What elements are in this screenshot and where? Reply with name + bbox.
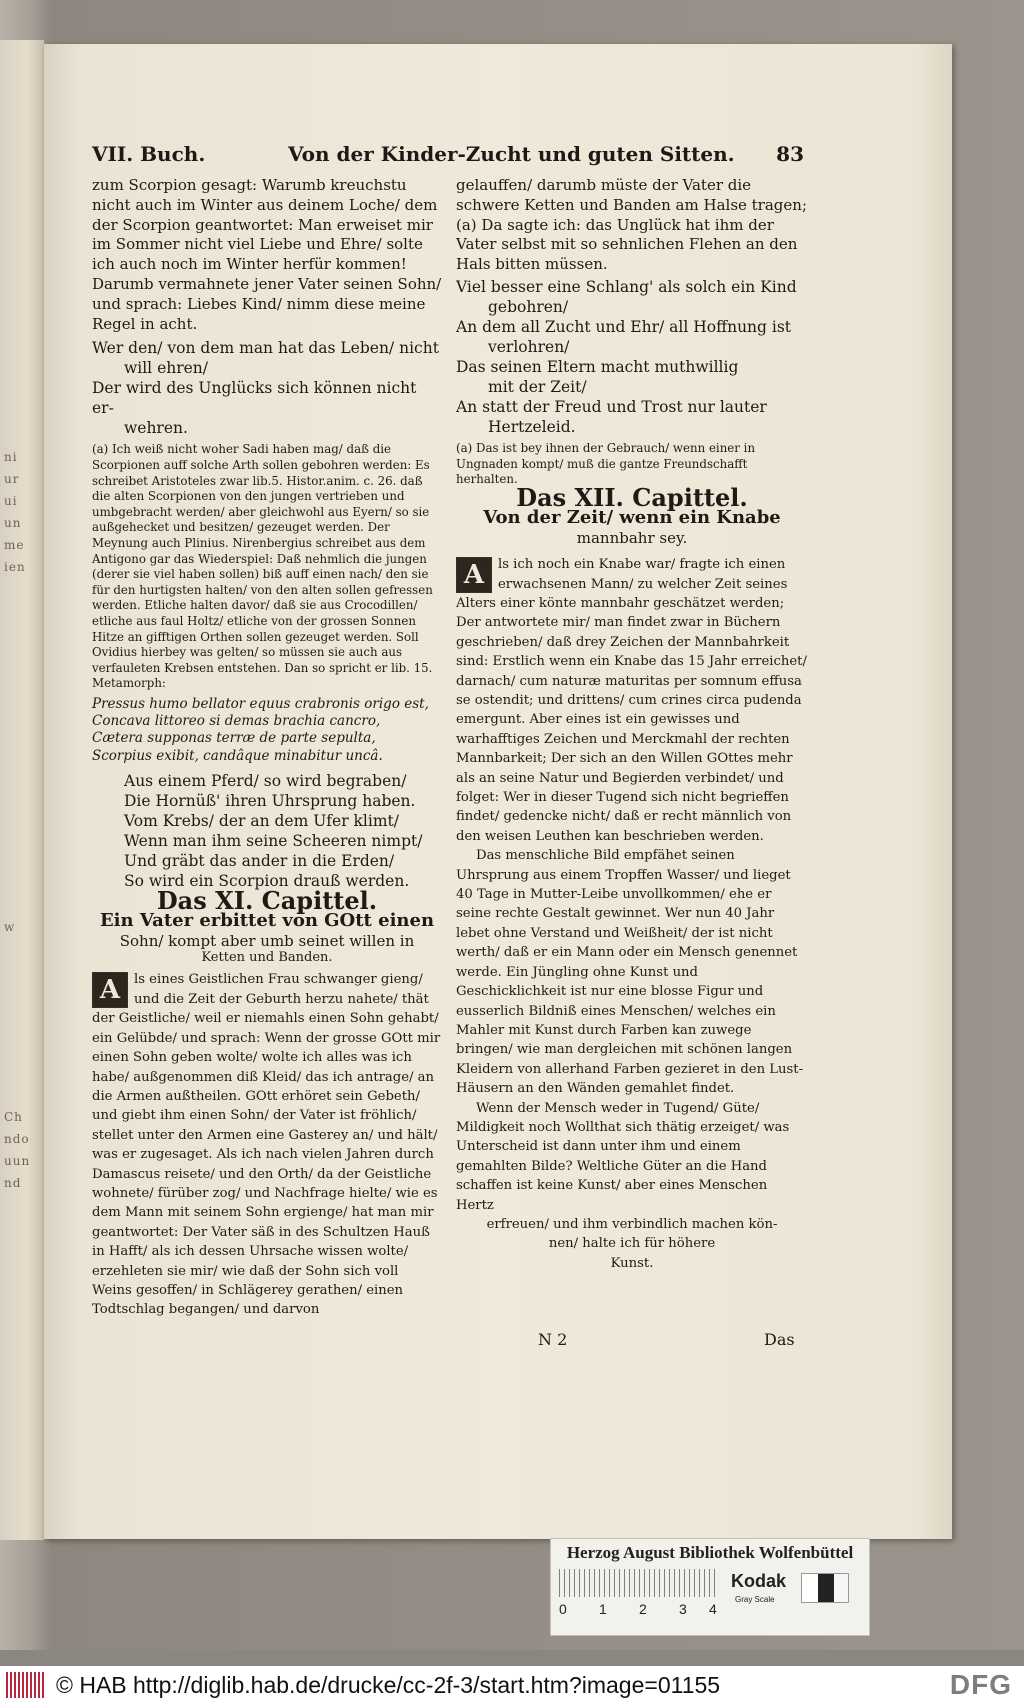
verse-line: gebohren/: [488, 297, 569, 316]
verse-line: mit der Zeit/: [488, 377, 587, 396]
left-page-fragment: ni: [4, 450, 18, 464]
left-page-fragment: ndo: [4, 1132, 30, 1146]
gray-scale-label: Gray Scale: [735, 1595, 775, 1604]
chapter-body: [456, 555, 808, 846]
verse-line: An dem all Zucht und Ehr/ all Hoffnung ist: [456, 317, 792, 336]
right-column: [456, 176, 808, 1273]
paragraph: ls ich noch ein Knabe war/ fragte ich einen erwachsenen Mann/ zu welcher Zeit seines Alters einer könte mannbahr geschätzet werden; Der antwortete mir/ man findet zwar in Büchern geschrieben/ daß drey Zeichen der Mannbahrkeit sind: Erstlich wenn ein Knabe das 15 Jahr erreichet/ darnach/ cum naturæ maturitas per somnum effusa se ostendit; und drittens/ cum crines circa pudenda emergunt. Aber eines ist ein gewisses und warhafftiges Zeichen und Merckmahl der rechten Mannbarkeit; Der sich an den Willen GOttes mehr als an seine Natur und Begierden verbindet/ und folget: Wer in dieser Tugend sich nicht begrieffen findet/ gedencke nicht/ daß er recht männlich von den weisen Leuthen kan beschrieben werden.: [456, 557, 807, 844]
verse-line: Wenn man ihm seine Scheeren nimpt/: [124, 832, 423, 851]
barcode-icon: [6, 1672, 46, 1698]
verse-line: Viel besser eine Schlang' als solch ein Kind: [456, 277, 797, 296]
signature-mark: N 2: [538, 1330, 568, 1349]
scale-number: 4: [709, 1601, 717, 1617]
verse-line: Der wird des Unglücks sich können nicht er-: [92, 379, 417, 418]
left-page-fragment: ien: [4, 560, 26, 574]
verse-line: wehren.: [124, 419, 188, 438]
chapter-summary: Sohn/ kompt aber umb seinet willen in: [119, 932, 415, 951]
chapter-summary: mannbahr sey.: [576, 529, 688, 548]
paragraph: zum Scorpion gesagt: Warumb kreuchstu nicht auch im Winter aus deinem Loche/ dem der Scorpion geantwortet: Man erweiset mir im Sommer nicht viel Liebe und Ehre/ solte ich auch noch im Winter herfür kommen! Darumb vermahnete jener Vater seinen Sohn/ und sprach: Liebes Kind/ nimm diese meine Regel in acht.: [92, 176, 442, 333]
library-name: Herzog August Bibliothek Wolfenbüttel: [566, 1543, 854, 1562]
latin-quote: [92, 696, 442, 765]
footnote: (a) Das ist bey ihnen der Gebrauch/ wenn einer in Ungnaden kompt/ muß die gantze Freundschafft herhalten.: [456, 440, 756, 487]
left-page-edge: [0, 40, 44, 1540]
verse-line: So wird ein Scorpion drauß werden.: [124, 872, 410, 891]
verse-line: Hertzeleid.: [488, 417, 576, 436]
verse-line: will ehren/: [124, 359, 209, 378]
verse-block: [92, 771, 442, 891]
chapter-body: [92, 970, 442, 1319]
scale-number: 2: [639, 1601, 647, 1617]
decorated-initial: A: [456, 557, 492, 593]
chapter-summary: Ketten und Banden.: [201, 950, 333, 966]
left-page-fragment: w: [4, 920, 16, 934]
verse-line: Das seinen Eltern macht muthwillig: [456, 357, 739, 376]
latin-line: Cætera supponas terræ de parte sepulta,: [92, 730, 376, 747]
verse-line: verlohren/: [488, 337, 570, 356]
left-column: [92, 176, 442, 1320]
library-color-card: [550, 1538, 870, 1636]
left-page-fragment: uun: [4, 1154, 31, 1168]
footnote: (a) Ich weiß nicht woher Sadi haben mag/ daß die Scorpionen auff solche Arth sollen gebohren werden: Es schreibet Aristoteles zwar lib.5. Histor.anim. c. 26. daß die alten Scorpionen von den jungen vertrieben und umbgebracht werden/ aber gleichwohl aus Eyern/ so sie außgehecket und besitzen/ gezeuget werden. Der Meynung auch Plinius. Nirenbergius schreibet aus dem Antigono gar das Wiederspiel: Daß nehmlich die jungen (derer sie viel haben sollen) biß auff einen nach/ den sie für den hurtigsten halten/ von den alten sollen gefressen werden. Etliche halten davor/ daß sie aus Crocodillen/ etliche aus faul Holtz/ etliche von der grossen Sonnen Hitze an gifftigen Orthen sollen gezeuget werden. Soll Ovidius hierbey was gelten/ so müssen sie auch aus verfauleten Krebsen entstehen. Dan so spricht er lib. 15. Metamorph:: [92, 442, 433, 691]
paragraph: ls eines Geistlichen Frau schwanger gieng/ und die Zeit der Geburth herzu nahete/ thät der Geistliche/ weil er niemahls einen Sohn gehabt/ ein Gelübde/ und sprach: Wenn der grosse GOtt mir einen Sohn geben wolte/ wolte ich alles was ich habe/ außgenommen diß Kleid/ das ich antrage/ an die Armen außtheilen. GOtt erhöret sein Gebeth/ und giebt ihm einen Sohn/ der Vater ist fröhlich/ stellet unter den Armen eine Gasterey an/ und hält/ was er zugesaget. Als ich nach vielen Jahren durch Damascus reisete/ und den Orth/ da der Geistliche wohnete/ fürüber zog/ und Nachfrage hielte/ wie es dem Mann mit seinem Sohn ergienge/ hat man mir geantwortet: Der Vater säß in des Schultzen Hauß in Hafft/ als ich dessen Uhrsache wissen wolte/ erzehleten sie mir/ wie daß der Sohn sich voll Weins gesoffen/ in Schlägerey gerathen/ einen Todtschlag begangen/ und darvon: [92, 972, 441, 1318]
left-page-fragment: nd: [4, 1176, 22, 1190]
closing-line: erfreuen/ und ihm verbindlich machen kön-: [486, 1216, 778, 1232]
scale-number: 0: [559, 1601, 567, 1617]
dfg-logo: DFG: [949, 1669, 1012, 1700]
chapter-summary: Ein Vater erbittet von GOtt einen: [99, 910, 435, 932]
left-page-fragment: Ch: [4, 1110, 23, 1124]
paragraph: Wenn der Mensch weder in Tugend/ Güte/ Mildigkeit noch Wollthat sich thätig erzeiget/ was Unterscheid ist dann unter ihm und einem gemahlten Bilde? Weltliche Güter an die Hand schaffen ist keine Kunst/ aber eines Menschen Hertz: [456, 1100, 790, 1213]
verse-line: Vom Krebs/ der an dem Ufer klimt/: [124, 812, 399, 831]
paragraph: gelauffen/ darumb müste der Vater die schwere Ketten und Banden am Halse tragen; (a) Da sagte ich: das Unglück hat ihm der Vater selbst mit so sehnlichen Flehen an den Hals bitten müssen.: [456, 176, 807, 274]
latin-line: Concava littoreo si demas brachia cancro,: [92, 713, 381, 730]
paragraph: Das menschliche Bild empfähet seinen Uhrsprung aus einem Tropffen Wasser/ und lieget 40 Tage in Mutter-Leibe unvollkommen/ ehe er seine rechte Gestalt gewinnet. Wer nun 40 Jahr lebet ohne Verstand und Weißheit/ der ist nicht werth/ daß er ein Mann oder ein Mensch genennet werde. Ein Jüngling ohne Kunst und Geschicklichkeit ist nur eine blosse Figur und eusserlich Bildniß eines Menschen/ welches ein Mahler mit Kunst durch Farben kan zuwege bringen/ wie man dergleichen mit schönen langen Kleidern von allerhand Farben gezieret in den Lust-Häusern an den Wänden gemahlet findet.: [456, 848, 804, 1097]
scale-number: 1: [599, 1601, 607, 1617]
closing-line: Kunst.: [610, 1255, 654, 1271]
verse-block: [92, 338, 442, 438]
left-page-fragment: me: [4, 538, 25, 552]
verse-line: Die Hornüß' ihren Uhrsprung haben.: [124, 792, 416, 811]
verse-line: Wer den/ von dem man hat das Leben/ nicht: [92, 339, 439, 358]
closing-line: nen/ halte ich für höhere: [548, 1236, 716, 1252]
latin-line: Pressus humo bellator equus crabronis origo est,: [92, 695, 429, 712]
verse-line: Aus einem Pferd/ so wird begraben/: [124, 772, 407, 791]
latin-line: Scorpius exibit, candâque minabitur uncâ.: [92, 747, 383, 764]
credit-link[interactable]: © HAB http://diglib.hab.de/drucke/cc-2f-3/start.htm?image=01155: [56, 1672, 721, 1698]
chapter-heading: Das XI. Capittel.: [156, 886, 378, 916]
verse-block: [456, 277, 808, 437]
scale-number: 3: [679, 1601, 687, 1617]
decorated-initial: A: [92, 972, 128, 1008]
running-header: [92, 142, 804, 170]
catchword: Das: [764, 1330, 795, 1349]
left-page-fragment: un: [4, 516, 22, 530]
verse-line: An statt der Freud und Trost nur lauter: [456, 397, 767, 416]
page-number: 83: [776, 142, 804, 166]
left-page-fragment: ui: [4, 494, 18, 508]
running-title: Von der Kinder-Zucht und guten Sitten.: [288, 142, 735, 166]
gray-swatch: [801, 1573, 849, 1603]
chapter-heading: Das XII. Capittel.: [516, 482, 748, 512]
chapter-summary: Von der Zeit/ wenn ein Knabe: [483, 507, 781, 529]
scale-ruler: [559, 1569, 719, 1597]
footer-bar: [0, 1666, 1024, 1704]
left-page-fragment: ur: [4, 472, 20, 486]
kodak-label: Kodak: [731, 1571, 787, 1591]
book-number: VII. Buch.: [92, 142, 206, 166]
verse-line: Und gräbt das ander in die Erden/: [124, 852, 395, 871]
